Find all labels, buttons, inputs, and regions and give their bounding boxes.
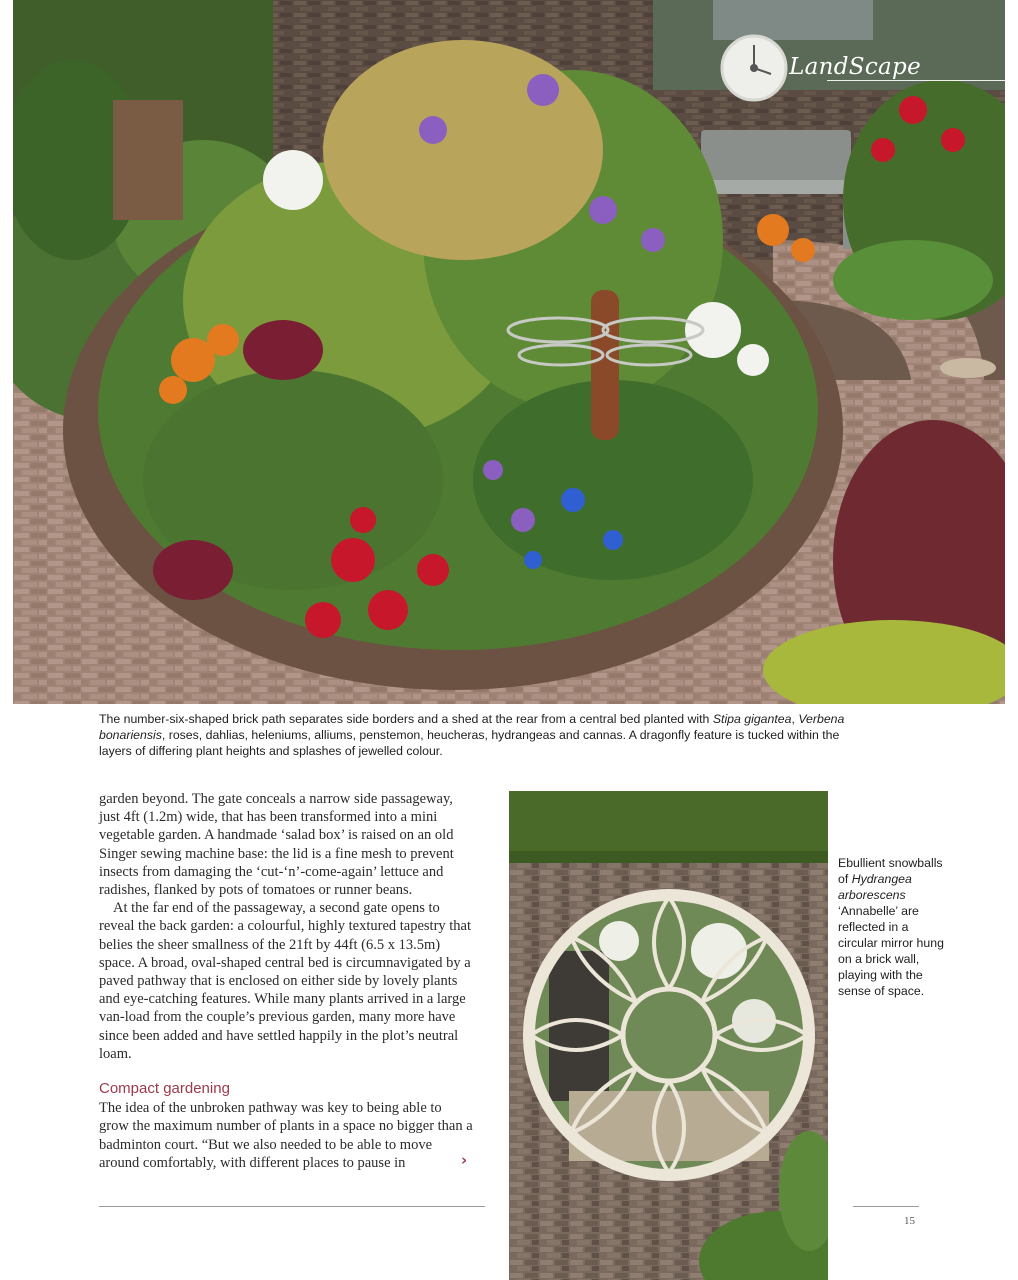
footer-rule-right	[853, 1206, 919, 1207]
logo-rule	[827, 80, 1005, 81]
subheading: Compact gardening	[99, 1080, 230, 1098]
article-paragraph-2: At the far end of the passageway, a second gate opens to reveal the back garden: a colourful, highly textured tapestry that belies the sheer smallness of the 21ft by 44ft (6.5 x 13.5m) space. A broad, oval-shaped central bed is circumnavigated by a paved pathway that is enclosed on either side by lovely plants and eye-catching features. While many plants arrived in a large van-load from the couple’s previous garden, many more have since been added and have settled happily in the plot’s neutral loam.	[99, 900, 472, 1062]
side-caption-text-1: Ebullient snowballs of	[838, 856, 943, 886]
caption-text-2: ,	[791, 712, 799, 726]
garden-illustration	[13, 0, 1005, 704]
section-logo: LandScape	[789, 54, 921, 80]
caption-italic-2: Verbena bonariensis	[99, 712, 845, 742]
hero-garden-photo	[13, 0, 1005, 704]
side-caption-text-2: ‘Annabelle’ are reflected in a circular mirror hung on a brick wall, playing with the sense of space.	[838, 904, 944, 998]
caption-italic-1: Stipa gigantea	[712, 712, 792, 726]
mirror-illustration	[509, 791, 828, 1280]
side-caption-italic: Hydrangea arborescens	[838, 872, 912, 902]
article-paragraph-1: garden beyond. The gate conceals a narrow side passageway, just 4ft (1.2m) wide, that has been transformed into a mini vegetable garden. A handmade ‘salad box’ is raised on an old Singer sewing machine base: the lid is a fine mesh to prevent insects from damaging the ‘cut-‘n’-come-again’ lettuce and radishes, flanked by pots of tomatoes or runner beans.	[99, 791, 454, 899]
article-paragraph-3: The idea of the unbroken pathway was key to being able to grow the maximum number of plants in a space no bigger than a badminton court. “But we also needed to be able to move around comfortably, with different places to pause in	[99, 1100, 473, 1171]
caption-text-1: The number-six-shaped brick path separates side borders and a shed at the rear from a central bed planted with	[99, 712, 713, 726]
continue-arrow-icon: ›	[461, 1151, 468, 1169]
side-caption	[838, 855, 948, 999]
hero-caption	[99, 711, 859, 759]
caption-text-3: , roses, dahlias, heleniums, alliums, penstemon, heucheras, hydrangeas and cannas. A dragonfly feature is tucked within the layers of differing plant heights and splashes of jewelled colour.	[99, 728, 840, 758]
article-body	[99, 790, 475, 1172]
page-number: 15	[904, 1215, 915, 1227]
footer-rule-left	[99, 1206, 485, 1207]
mirror-photo	[509, 791, 828, 1280]
